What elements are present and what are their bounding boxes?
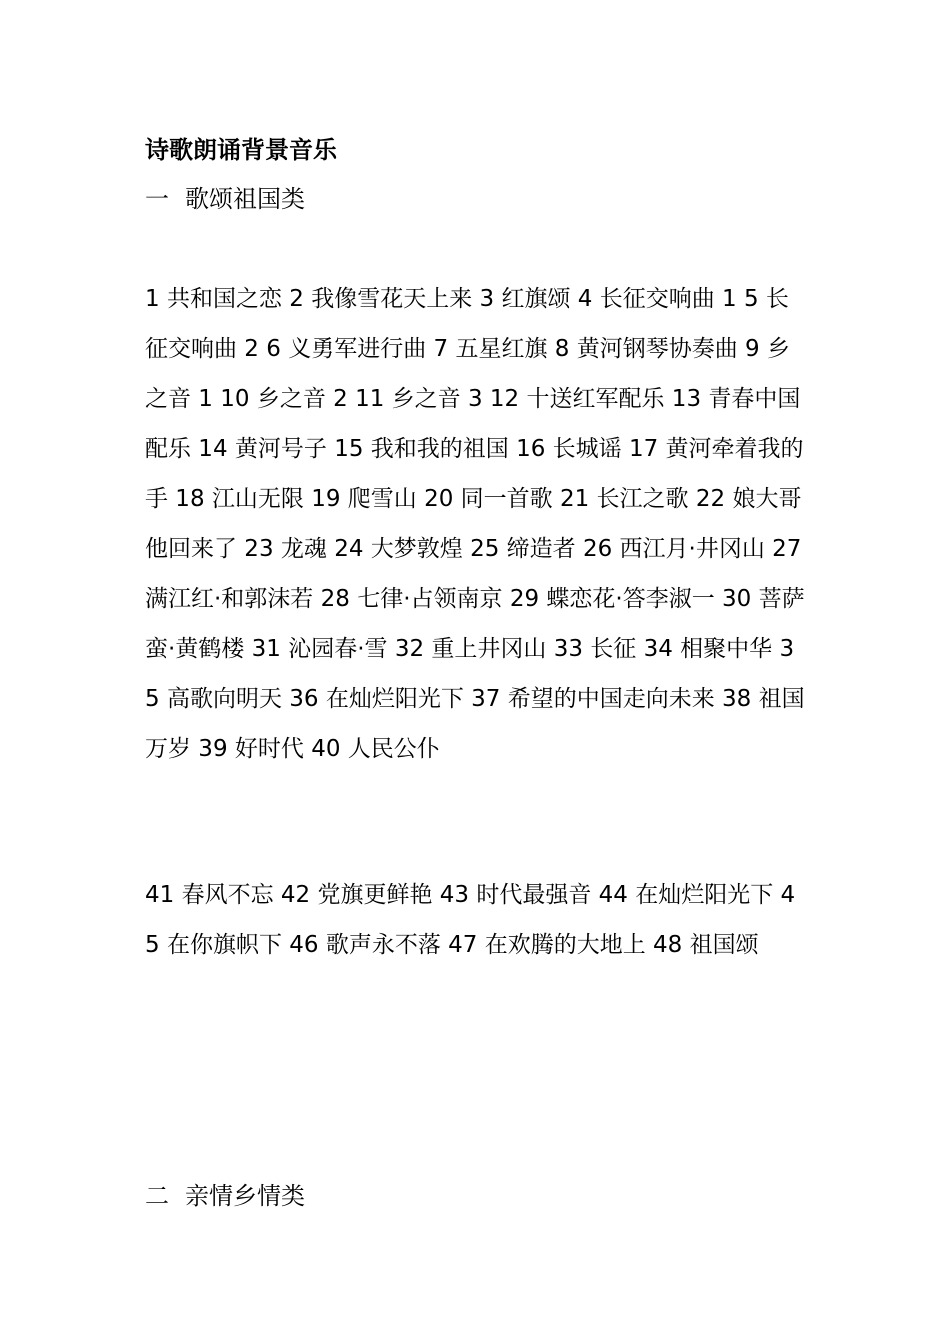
song-list-paragraph-2: 41 春风不忘 42 党旗更鲜艳 43 时代最强音 44 在灿烂阳光下 45 在你旗帜下 46 歌声永不落 47 在欢腾的大地上 48 祖国颂 [145,882,796,958]
song-list-paragraph-1: 1 共和国之恋 2 我像雪花天上来 3 红旗颂 4 长征交响曲 1 5 长征交响曲 2 6 义勇军进行曲 7 五星红旗 8 黄河钢琴协奏曲 9 乡之音 1 10 乡之音 2 11 乡之音 3 12 十送红军配乐 13 青春中国配乐 14 黄河号子 15 我和我的祖国 16 长城谣 17 黄河牵着我的手 18 江山无限 19 爬雪山 20 同一首歌 21 长江之歌 22 娘大哥他回来了 23 龙魂 24 大梦敦煌 25 缔造者 26 西江月·井冈山 27 满江红·和郭沫若 28 七律·占领南京 29 蝶恋花·答李淑一 30 菩萨蛮·黄鹤楼 31 沁园春·雪 32 重上井冈山 33 长征 34 相聚中华 35 高歌向明天 36 在灿烂阳光下 37 希望的中国走向未来 38 祖国万岁 39 好时代 40 人民公仆 [145,286,805,762]
section-number: 一 [145,185,169,213]
document-title: 诗歌朗诵背景音乐 [145,136,337,164]
section-title: 亲情乡情类 [185,1182,305,1210]
section-number: 二 [145,1182,169,1210]
section-heading-2 [145,1179,305,1213]
section-heading-1 [145,182,305,216]
section-title: 歌颂祖国类 [185,185,305,213]
